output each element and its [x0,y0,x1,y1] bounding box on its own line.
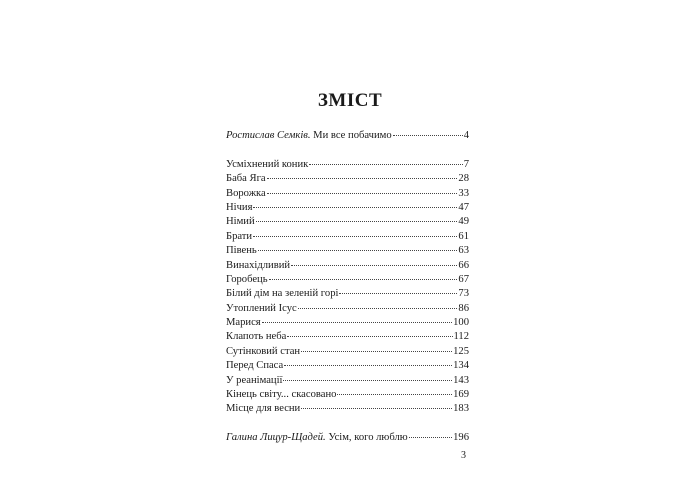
dot-leader [256,221,458,222]
dot-leader [409,437,452,438]
toc-entry-page: 28 [458,173,469,185]
toc-entry [226,316,469,330]
dot-leader [301,351,452,352]
toc-entry-title: Брати [226,230,253,242]
toc-entry [226,388,469,402]
toc-entry-page: 125 [453,345,469,357]
dot-leader [287,336,452,337]
toc-entry-title: Білий дім на зеленій горі [226,288,339,300]
toc-entry-page: 66 [458,259,469,271]
toc-entry [226,330,469,344]
toc-entry [226,402,469,416]
dot-leader [337,394,452,395]
toc-entry-page: 33 [458,187,469,199]
toc-entry-page: 61 [458,230,469,242]
toc-entry-title: Ворожка [226,187,266,199]
toc-entry-title: Утоплений Ісус [226,302,297,314]
toc-entry-page: 49 [458,216,469,228]
toc-entry-title: Півень [226,245,257,257]
page-title: ЗМІСТ [317,90,383,111]
toc-entry-title: Німий [226,216,255,228]
toc-entry-title: Перед Спаса [226,360,284,372]
toc-entry [226,273,469,287]
toc-entry-title: Марися [226,317,261,329]
intro-title: Ми все побачимо [310,130,392,141]
toc-entry [226,172,469,186]
toc-entry-title: Місце для весни [226,403,301,415]
toc-entries [226,158,469,417]
page-number: 3 [461,450,466,461]
toc-entry-intro [226,129,469,143]
dot-leader [267,178,458,179]
outro-title: Усім, кого люблю [325,432,408,444]
toc-entry-page: 63 [458,245,469,257]
dot-leader [301,408,452,409]
toc-entry-title: Нічия [226,201,253,213]
dot-leader [258,250,458,251]
toc-entry-outro [226,431,469,445]
toc-entry-page: 73 [458,288,469,300]
toc-entry [226,230,469,244]
toc-entry [226,374,469,388]
toc-entry [226,287,469,301]
dot-leader [253,207,457,208]
toc-entry-page: 47 [458,201,469,213]
dot-leader [298,308,458,309]
dot-leader [267,193,458,194]
dot-leader [283,380,452,381]
toc-entry-title: Горобець [226,273,268,285]
toc-entry-page: 100 [453,317,469,329]
table-of-contents [226,129,469,446]
toc-entry-page: 134 [453,360,469,372]
toc-entry [226,201,469,215]
toc-entry [226,215,469,229]
spacer [226,143,469,157]
dot-leader [262,322,452,323]
toc-entry-page: 183 [453,403,469,415]
toc-entry-page: 143 [453,374,469,386]
toc-entry [226,302,469,316]
toc-entry-title: Клапоть неба [226,331,287,343]
dot-leader [339,293,457,294]
outro-author: Галина Лицур-Щадей. [226,432,326,444]
toc-entry-title: Сутінковий стан [226,345,301,357]
dot-leader [393,135,463,136]
dot-leader [291,265,457,266]
toc-entry [226,187,469,201]
toc-entry [226,345,469,359]
toc-entry-title: Усміхнений коник [226,158,309,170]
intro-author: Ростислав Семків. [226,130,311,141]
toc-entry-page: 67 [458,273,469,285]
outro-page: 196 [453,432,469,444]
toc-entry [226,259,469,273]
toc-entry-page: 86 [458,302,469,314]
toc-entry [226,244,469,258]
spacer [226,417,469,431]
toc-entry-title: Винахідливий [226,259,291,271]
toc-entry-page: 7 [463,158,469,170]
toc-entry [226,158,469,172]
intro-page: 4 [463,130,469,141]
toc-entry-page: 169 [453,389,469,401]
dot-leader [269,279,458,280]
toc-entry-title: Кінець світу... скасовано [226,389,337,401]
toc-entry-page: 112 [453,331,469,343]
dot-leader [284,365,452,366]
toc-entry [226,359,469,373]
dot-leader [309,164,462,165]
toc-entry-title: У реанімації [226,374,283,386]
dot-leader [253,236,457,237]
toc-entry-title: Баба Яга [226,173,266,185]
